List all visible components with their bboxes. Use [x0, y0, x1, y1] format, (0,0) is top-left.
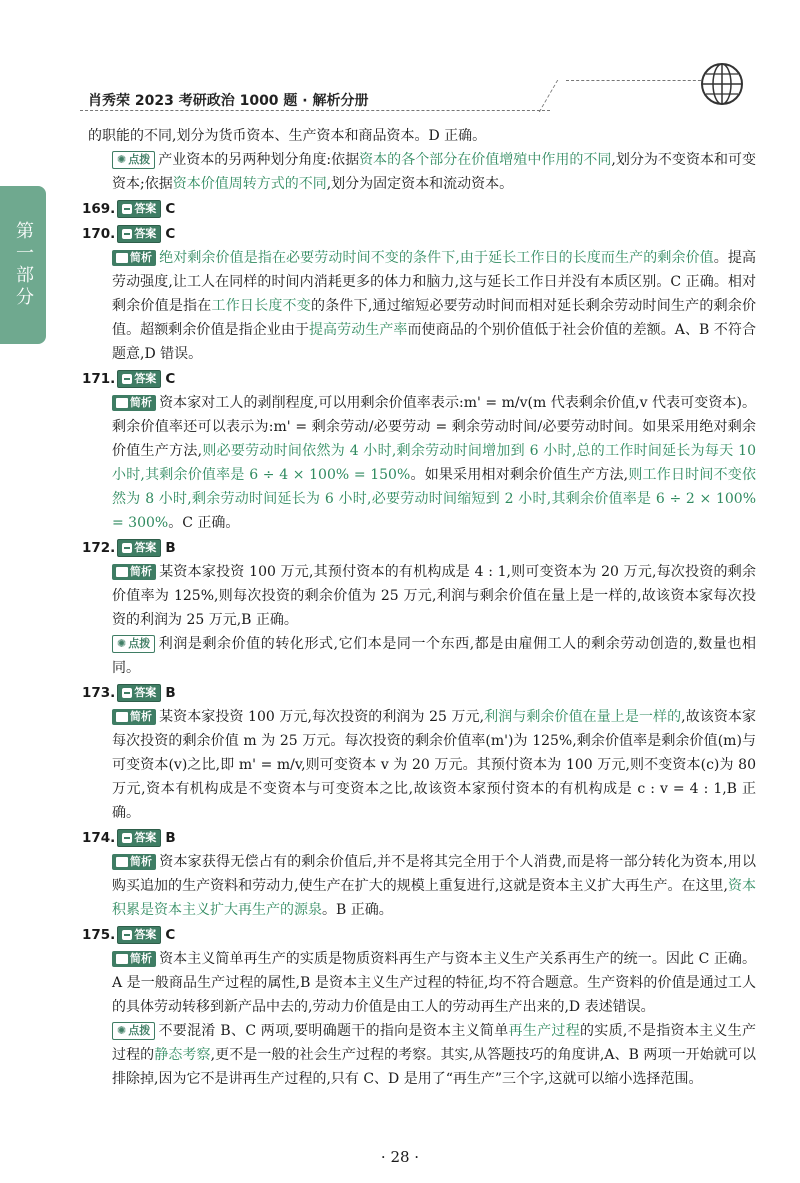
analysis-paragraph: 简析 资本家对工人的剥削程度,可以用剩余价值率表示:m' = m/v(m 代表剩余价值,v 代表可变资本)。剩余价值率还可以表示为:m' = 剩余劳动/必要劳动 = 剩余劳动时间/必要劳动时间。如果采用绝对剩余价值生产方法,则必要劳动时间依然为 4 小时,剩余劳动时间增加到 6 小时,总的工作时间延长为每天 10 小时,其剩余价值率是 6 ÷ 4 × 100% = 150%。如果采用相对剩余价值生产方法,则工作日时间不变依然为 8 小时,剩余劳动时间延长为 6 小时,必要劳动时间缩短到 2 小时,其剩余价值率是 6 ÷ 2 × 100% = 300%。C 正确。: [112, 395, 757, 531]
answer-badge: 答案: [117, 926, 161, 944]
header-rule-slant: [539, 80, 559, 112]
analysis-paragraph: 简析 某资本家投资 100 万元,每次投资的利润为 25 万元,利润与剩余价值在量上是一样的,故该资本家每次投资的剩余价值 m 为 25 万元。每次投资的剩余价值率(m')为 125%,剩余价值率是剩余价值(m)与可变资本(v)之比,即 m' = m/v,则可变资本 v 为 20 万元。其预付资本为 100 万元,则不变资本(c)为 80 万元,资本有机构成是不变资本与可变资本之比,故该资本家预付资本的有机构成是 c : v = 4 : 1,B 正确。: [112, 709, 756, 821]
grid-icon: [116, 954, 128, 964]
question-170-answer-row: 170. 答案 C: [82, 221, 756, 246]
answer-badge: 答案: [117, 684, 161, 702]
tip-paragraph: ✺ 点拨 利润是剩余价值的转化形式,它们本是同一个东西,都是由雇佣工人的剩余劳动创造的,数量也相同。: [88, 632, 756, 680]
analysis-paragraph: 简析 资本家获得无偿占有的剩余价值后,并不是将其完全用于个人消费,而是将一部分转化为资本,用以购买追加的生产资料和劳动力,使生产在扩大的规模上重复进行,这就是资本主义扩大再生产。在这里,资本积累是资本主义扩大再生产的源泉。B 正确。: [112, 854, 756, 918]
running-header: 肖秀荣 2023 考研政治 1000 题 · 解析分册: [88, 93, 369, 109]
analysis-badge: 简析: [112, 709, 156, 725]
pencil-icon: [122, 543, 132, 553]
intro-line: 的职能的不同,划分为货币资本、生产资本和商品资本。D 正确。: [88, 128, 487, 144]
tip-badge: ✺ 点拨: [112, 635, 155, 653]
header-rule-right: [566, 80, 706, 81]
header-rule: [80, 110, 550, 111]
globe-icon: [700, 62, 744, 106]
grid-icon: [116, 398, 128, 408]
answer-letter: B: [165, 829, 176, 846]
tip-paragraph: ✺ 点拨 产业资本的另两种划分角度:依据资本的各个部分在价值增殖中作用的不同,划分为不变资本和可变资本;依据资本价值周转方式的不同,划分为固定资本和流动资本。: [88, 148, 756, 196]
question-175-answer-row: 175. 答案 C: [82, 922, 756, 947]
tip-paragraph: ✺ 点拨 不要混淆 B、C 两项,要明确题干的指向是资本主义简单再生产过程的实质,不是指资本主义生产过程的静态考察,更不是一般的社会生产过程的考察。其实,从答题技巧的角度讲,A、B 两项一开始就可以排除掉,因为它不是讲再生产过程的,只有 C、D 是用了“再生产”三个字,这就可以缩小选择范围。: [88, 1019, 756, 1091]
pencil-icon: [122, 930, 132, 940]
analysis-badge: 简析: [112, 250, 156, 266]
question-174-answer-row: 174. 答案 B: [82, 825, 756, 850]
page-number: · 28 ·: [380, 1148, 420, 1166]
pencil-icon: [122, 688, 132, 698]
page-content: [82, 124, 757, 1091]
grid-icon: [116, 253, 128, 263]
section-side-tab: [0, 186, 46, 344]
grid-icon: [116, 567, 128, 577]
question-169-answer-row: 169. 答案 C: [82, 196, 756, 221]
answer-letter: B: [165, 539, 176, 556]
answer-letter: C: [165, 200, 176, 217]
analysis-badge: 简析: [112, 951, 156, 967]
analysis-paragraph: 简析 资本主义简单再生产的实质是物质资料再生产与资本主义生产关系再生产的统一。因此 C 正确。A 是一般商品生产过程的属性,B 是资本主义生产过程的特征,均不符合题意。生产资料的价值是通过工人的具体劳动转移到新产品中去的,劳动力价值是由工人的劳动再生产出来的,D 表述错误。: [112, 951, 756, 1015]
question-172-answer-row: 172. 答案 B: [82, 535, 756, 560]
answer-letter: C: [165, 370, 176, 387]
lightbulb-icon: ✺: [117, 637, 127, 650]
tip-badge: ✺ 点拨: [112, 151, 155, 169]
question-173-answer-row: 173. 答案 B: [82, 680, 756, 705]
answer-badge: 答案: [117, 200, 161, 218]
pencil-icon: [122, 374, 132, 384]
grid-icon: [116, 712, 128, 722]
lightbulb-icon: ✺: [117, 1024, 127, 1037]
section-side-tab-label: 第一部分: [13, 221, 34, 309]
answer-badge: 答案: [117, 225, 161, 243]
answer-letter: B: [165, 684, 176, 701]
analysis-badge: 简析: [112, 564, 156, 580]
answer-badge: 答案: [117, 370, 161, 388]
lightbulb-icon: ✺: [117, 153, 127, 166]
answer-letter: C: [165, 225, 176, 242]
question-171-answer-row: 171. 答案 C: [82, 366, 756, 391]
grid-icon: [116, 857, 128, 867]
answer-badge: 答案: [117, 539, 161, 557]
answer-badge: 答案: [117, 829, 161, 847]
analysis-paragraph: 简析 某资本家投资 100 万元,其预付资本的有机构成是 4 : 1,则可变资本为 20 万元,每次投资的剩余价值率为 125%,则每次投资的剩余价值为 25 万元,利润与剩余价值在量上是一样的,故该资本家每次投资的利润为 25 万元,B 正确。: [112, 564, 756, 628]
analysis-badge: 简析: [112, 854, 156, 870]
pencil-icon: [122, 833, 132, 843]
pencil-icon: [122, 229, 132, 239]
pencil-icon: [122, 204, 132, 214]
analysis-badge: 简析: [112, 395, 156, 411]
analysis-paragraph: 简析 绝对剩余价值是指在必要劳动时间不变的条件下,由于延长工作日的长度而生产的剩余价值。提高劳动强度,让工人在同样的时间内消耗更多的体力和脑力,这与延长工作日并没有本质区别。C 正确。相对剩余价值是指在工作日长度不变的条件下,通过缩短必要劳动时间而相对延长剩余劳动时间生产的剩余价值。超额剩余价值是指企业由于提高劳动生产率而使商品的个别价值低于社会价值的差额。A、B 不符合题意,D 错误。: [112, 250, 757, 362]
tip-badge: ✺ 点拨: [112, 1022, 155, 1040]
answer-letter: C: [165, 926, 176, 943]
